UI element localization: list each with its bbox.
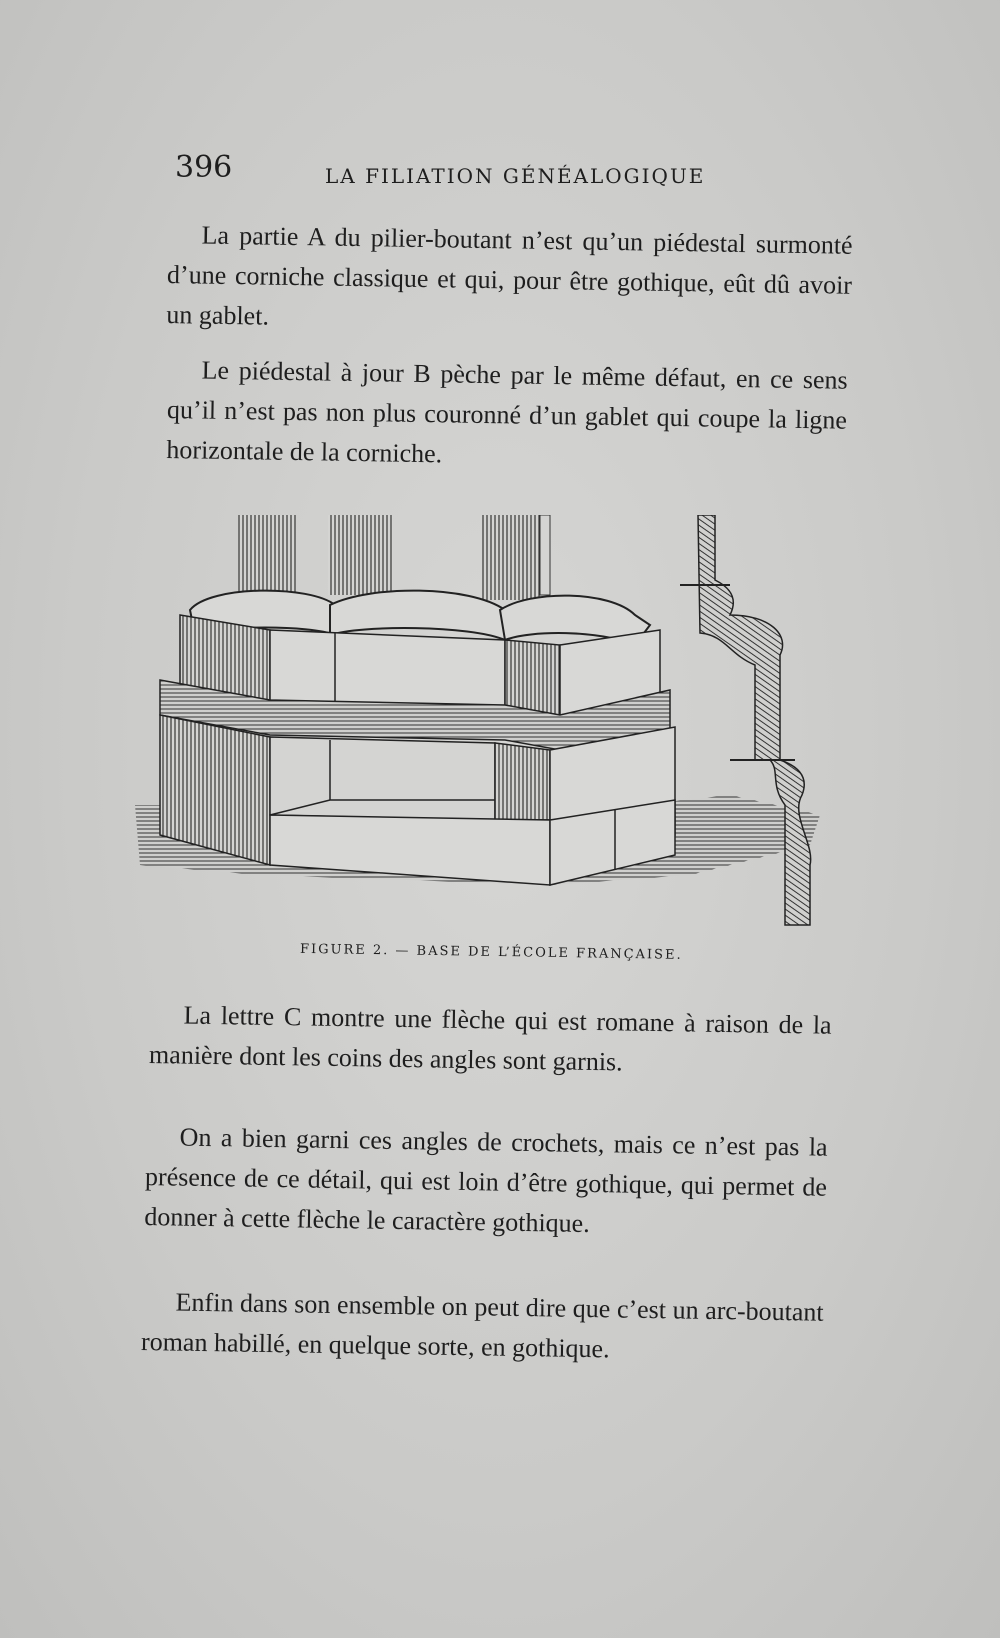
paragraph-2: Le piédestal à jour B pèche par le même défaut, en ce sens qu’il n’est pas non plus couronné d’un gablet qui coupe la ligne horizontale de la corniche. (166, 355, 848, 469)
page-number: 396 (175, 150, 233, 185)
base-illustration (130, 515, 870, 960)
figure-caption: FIGURE 2. — BASE DE L’ÉCOLE FRANÇAISE. (299, 941, 683, 963)
plinth-opening (270, 737, 495, 820)
page-header (175, 150, 715, 198)
paragraph-1: La partie A du pilier-boutant n’est qu’un piédestal surmonté d’une corniche classique et qui, pour être gothique, eût dû avoir un gablet. (166, 220, 853, 331)
upper-right-pillar (505, 640, 560, 715)
columns (238, 515, 550, 600)
paragraph-5: Enfin dans son ensemble on peut dire que c’est un arc-boutant roman habillé, en quelque sorte, en gothique. (140, 1287, 824, 1364)
paragraph-3: La lettre C montre une flèche qui est romane à raison de la manière dont les coins des angles sont garnis. (148, 1000, 832, 1077)
figure-engraving (130, 515, 870, 960)
paragraph-4: On a bien garni ces angles de crochets, mais ce n’est pas la présence de ce détail, qui est loin d’être gothique, qui permet de donner à cette flèche le caractère gothique. (144, 1122, 828, 1238)
running-head: LA FILIATION GÉNÉALOGIQUE (325, 164, 706, 188)
